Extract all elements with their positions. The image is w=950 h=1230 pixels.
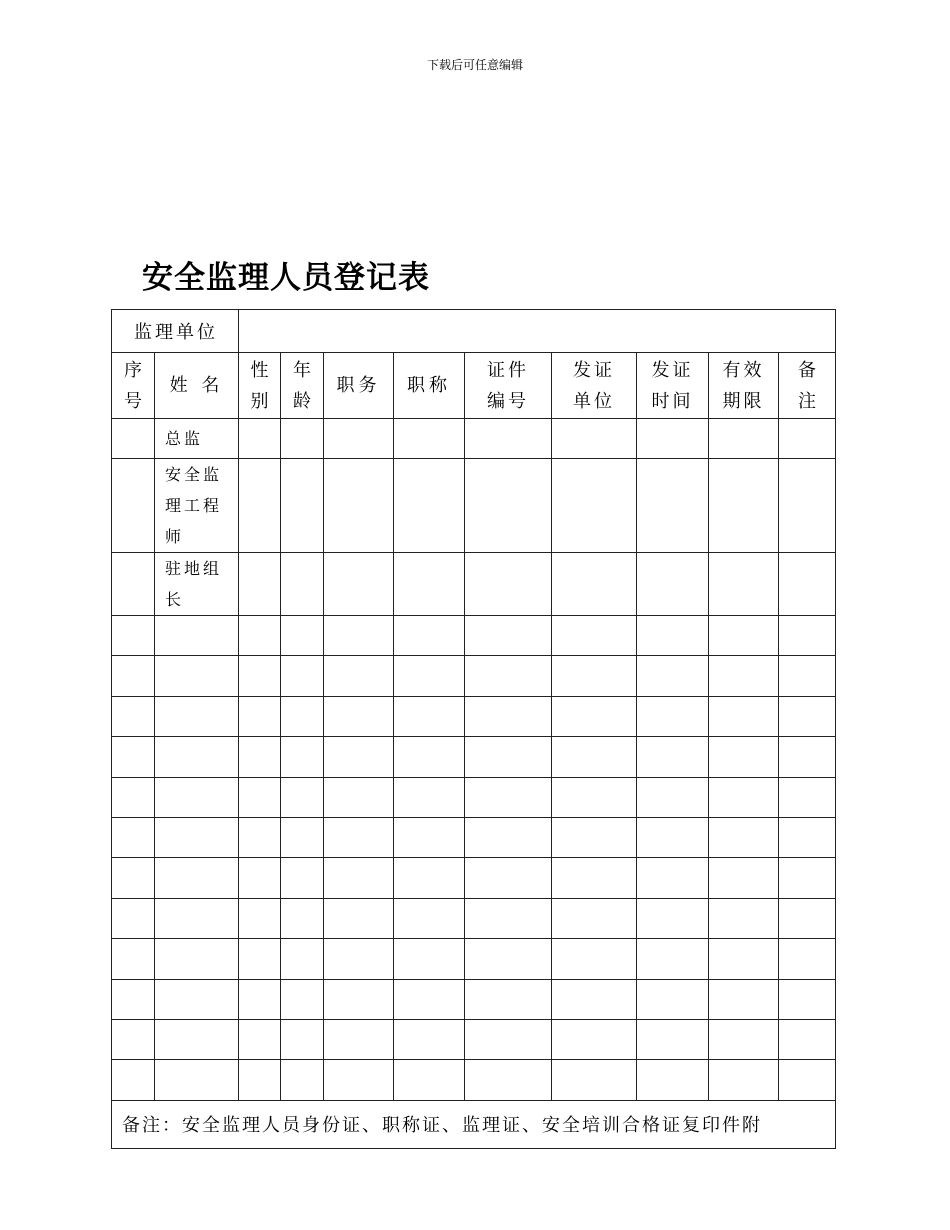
cell[interactable] — [709, 777, 779, 817]
role-label: 驻地组长 — [165, 559, 223, 609]
cell[interactable] — [281, 777, 324, 817]
cell[interactable] — [709, 858, 779, 898]
cell[interactable] — [709, 656, 779, 696]
cell[interactable] — [709, 737, 779, 777]
cell[interactable] — [465, 459, 552, 553]
cell[interactable] — [112, 737, 155, 777]
cell[interactable] — [324, 419, 394, 459]
cell[interactable] — [552, 979, 637, 1019]
cell[interactable] — [324, 777, 394, 817]
cell[interactable] — [637, 459, 709, 553]
cell[interactable] — [637, 616, 709, 656]
role-cell — [155, 419, 239, 459]
cell[interactable] — [324, 817, 394, 857]
cell[interactable] — [637, 777, 709, 817]
cell[interactable] — [637, 939, 709, 979]
role-cell — [155, 459, 239, 553]
cell[interactable] — [394, 979, 465, 1019]
cell[interactable] — [465, 1019, 552, 1059]
cell[interactable] — [709, 419, 779, 459]
cell[interactable] — [552, 616, 637, 656]
cell[interactable] — [394, 939, 465, 979]
cell[interactable] — [239, 419, 281, 459]
header-remark: 备注 — [779, 353, 836, 419]
table-row — [112, 737, 836, 777]
cell[interactable] — [394, 459, 465, 553]
cell[interactable] — [155, 858, 239, 898]
cell[interactable] — [637, 979, 709, 1019]
cell[interactable] — [239, 553, 281, 616]
cell[interactable] — [779, 939, 836, 979]
cell[interactable] — [281, 817, 324, 857]
cell[interactable] — [465, 898, 552, 938]
cell[interactable] — [155, 656, 239, 696]
cell[interactable] — [637, 696, 709, 736]
cell[interactable] — [779, 696, 836, 736]
cell[interactable] — [112, 616, 155, 656]
table-row — [112, 459, 836, 553]
cell[interactable] — [465, 553, 552, 616]
cell[interactable] — [709, 696, 779, 736]
cell[interactable] — [394, 616, 465, 656]
cell[interactable] — [465, 777, 552, 817]
cell[interactable] — [324, 979, 394, 1019]
cell[interactable] — [281, 616, 324, 656]
cell[interactable] — [779, 419, 836, 459]
cell[interactable] — [394, 419, 465, 459]
cell[interactable] — [552, 777, 637, 817]
header-row — [112, 353, 836, 419]
cell[interactable] — [281, 553, 324, 616]
cell[interactable] — [779, 817, 836, 857]
table-row — [112, 1060, 836, 1100]
cell[interactable] — [239, 1019, 281, 1059]
cell[interactable] — [112, 553, 155, 616]
document-title: 安全监理人员登记表 — [142, 260, 430, 296]
cell[interactable] — [552, 1019, 637, 1059]
cell[interactable] — [112, 459, 155, 553]
cell[interactable] — [239, 696, 281, 736]
role-cell — [155, 553, 239, 616]
cell[interactable] — [281, 898, 324, 938]
cell[interactable] — [112, 939, 155, 979]
cell[interactable] — [112, 777, 155, 817]
table-row — [112, 858, 836, 898]
cell[interactable] — [637, 419, 709, 459]
header-issuer: 发证单位 — [552, 353, 637, 419]
table-row — [112, 696, 836, 736]
cell[interactable] — [112, 696, 155, 736]
cell[interactable] — [394, 553, 465, 616]
cell[interactable] — [112, 858, 155, 898]
cell[interactable] — [324, 858, 394, 898]
cell[interactable] — [324, 656, 394, 696]
cell[interactable] — [281, 459, 324, 553]
table-row — [112, 1019, 836, 1059]
table-row — [112, 898, 836, 938]
table-row — [112, 616, 836, 656]
cell[interactable] — [552, 553, 637, 616]
header-issue-date: 发证时间 — [637, 353, 709, 419]
cell[interactable] — [281, 858, 324, 898]
cell[interactable] — [324, 459, 394, 553]
cell[interactable] — [324, 737, 394, 777]
table-row — [112, 777, 836, 817]
cell[interactable] — [239, 898, 281, 938]
cell[interactable] — [637, 656, 709, 696]
header-position: 职务 — [324, 353, 394, 419]
cell[interactable] — [324, 616, 394, 656]
cell[interactable] — [552, 1060, 637, 1100]
cell[interactable] — [239, 979, 281, 1019]
cell[interactable] — [281, 979, 324, 1019]
cell[interactable] — [394, 696, 465, 736]
cell[interactable] — [239, 616, 281, 656]
cell[interactable] — [637, 1019, 709, 1059]
header-age: 年龄 — [281, 353, 324, 419]
cell[interactable] — [709, 898, 779, 938]
cell[interactable] — [394, 898, 465, 938]
cell[interactable] — [637, 858, 709, 898]
cell[interactable] — [779, 777, 836, 817]
cell[interactable] — [324, 939, 394, 979]
cell[interactable] — [709, 1060, 779, 1100]
cell[interactable] — [552, 858, 637, 898]
cell[interactable] — [239, 858, 281, 898]
cell[interactable] — [779, 553, 836, 616]
role-label: 安全监理工程师 — [165, 465, 223, 546]
cell[interactable] — [112, 817, 155, 857]
cell[interactable] — [239, 737, 281, 777]
cell[interactable] — [281, 1060, 324, 1100]
cell[interactable] — [709, 817, 779, 857]
cell[interactable] — [281, 419, 324, 459]
registration-table — [111, 309, 836, 1149]
cell[interactable] — [465, 858, 552, 898]
cell[interactable] — [779, 1060, 836, 1100]
table-row — [112, 553, 836, 616]
cell[interactable] — [112, 656, 155, 696]
cell[interactable] — [112, 1060, 155, 1100]
table-row — [112, 939, 836, 979]
cell[interactable] — [112, 898, 155, 938]
header-gender: 性别 — [239, 353, 281, 419]
cell[interactable] — [465, 979, 552, 1019]
cell[interactable] — [155, 696, 239, 736]
cell[interactable] — [552, 459, 637, 553]
cell[interactable] — [465, 939, 552, 979]
cell[interactable] — [709, 553, 779, 616]
cell[interactable] — [552, 898, 637, 938]
cell[interactable] — [155, 737, 239, 777]
cell[interactable] — [394, 777, 465, 817]
unit-label: 监理单位 — [112, 310, 239, 353]
cell[interactable] — [394, 858, 465, 898]
table-row — [112, 419, 836, 459]
cell[interactable] — [281, 939, 324, 979]
cell[interactable] — [155, 616, 239, 656]
cell[interactable] — [465, 817, 552, 857]
cell[interactable] — [465, 737, 552, 777]
cell[interactable] — [709, 1019, 779, 1059]
cell[interactable] — [552, 737, 637, 777]
cell[interactable] — [552, 696, 637, 736]
blank-rows — [112, 616, 836, 1101]
cell[interactable] — [637, 817, 709, 857]
cell[interactable] — [394, 817, 465, 857]
cell[interactable] — [779, 459, 836, 553]
cell[interactable] — [552, 939, 637, 979]
cell[interactable] — [155, 898, 239, 938]
cell[interactable] — [779, 858, 836, 898]
cell[interactable] — [394, 656, 465, 696]
cell[interactable] — [112, 1019, 155, 1059]
table-row — [112, 817, 836, 857]
cell[interactable] — [637, 1060, 709, 1100]
cell[interactable] — [155, 939, 239, 979]
header-title: 职称 — [394, 353, 465, 419]
cell[interactable] — [465, 616, 552, 656]
header-cert-no: 证件编号 — [465, 353, 552, 419]
cell[interactable] — [155, 777, 239, 817]
cell[interactable] — [779, 616, 836, 656]
remarks-text: 备注：安全监理人员身份证、职称证、监理证、安全培训合格证复印件附 — [112, 1100, 836, 1148]
cell[interactable] — [324, 696, 394, 736]
cell[interactable] — [155, 979, 239, 1019]
cell[interactable] — [112, 979, 155, 1019]
cell[interactable] — [637, 737, 709, 777]
header-name: 姓 名 — [155, 353, 239, 419]
cell[interactable] — [155, 1060, 239, 1100]
header-seq: 序号 — [112, 353, 155, 419]
cell[interactable] — [709, 459, 779, 553]
cell[interactable] — [465, 419, 552, 459]
cell[interactable] — [465, 656, 552, 696]
cell[interactable] — [779, 1019, 836, 1059]
cell[interactable] — [324, 553, 394, 616]
remarks-row — [112, 1100, 836, 1148]
cell[interactable] — [779, 737, 836, 777]
table-row — [112, 979, 836, 1019]
cell[interactable] — [637, 898, 709, 938]
cell[interactable] — [239, 459, 281, 553]
cell[interactable] — [709, 979, 779, 1019]
cell[interactable] — [552, 817, 637, 857]
header-validity: 有效期限 — [709, 353, 779, 419]
cell[interactable] — [281, 656, 324, 696]
cell[interactable] — [239, 656, 281, 696]
cell[interactable] — [239, 939, 281, 979]
cell[interactable] — [709, 939, 779, 979]
unit-value-cell[interactable] — [239, 310, 836, 353]
cell[interactable] — [552, 419, 637, 459]
cell[interactable] — [281, 696, 324, 736]
cell[interactable] — [394, 737, 465, 777]
cell[interactable] — [324, 1019, 394, 1059]
cell[interactable] — [552, 656, 637, 696]
cell[interactable] — [709, 616, 779, 656]
table-row — [112, 656, 836, 696]
top-note: 下载后可任意编辑 — [426, 58, 523, 72]
cell[interactable] — [112, 419, 155, 459]
cell[interactable] — [239, 817, 281, 857]
cell[interactable] — [155, 817, 239, 857]
unit-row — [112, 310, 836, 353]
cell[interactable] — [465, 696, 552, 736]
cell[interactable] — [324, 898, 394, 938]
cell[interactable] — [779, 979, 836, 1019]
cell[interactable] — [239, 777, 281, 817]
cell[interactable] — [637, 553, 709, 616]
cell[interactable] — [155, 1019, 239, 1059]
cell[interactable] — [779, 656, 836, 696]
cell[interactable] — [394, 1019, 465, 1059]
cell[interactable] — [394, 1060, 465, 1100]
role-label: 总监 — [165, 429, 204, 448]
cell[interactable] — [465, 1060, 552, 1100]
cell[interactable] — [281, 1019, 324, 1059]
cell[interactable] — [779, 898, 836, 938]
cell[interactable] — [239, 1060, 281, 1100]
cell[interactable] — [324, 1060, 394, 1100]
cell[interactable] — [281, 737, 324, 777]
